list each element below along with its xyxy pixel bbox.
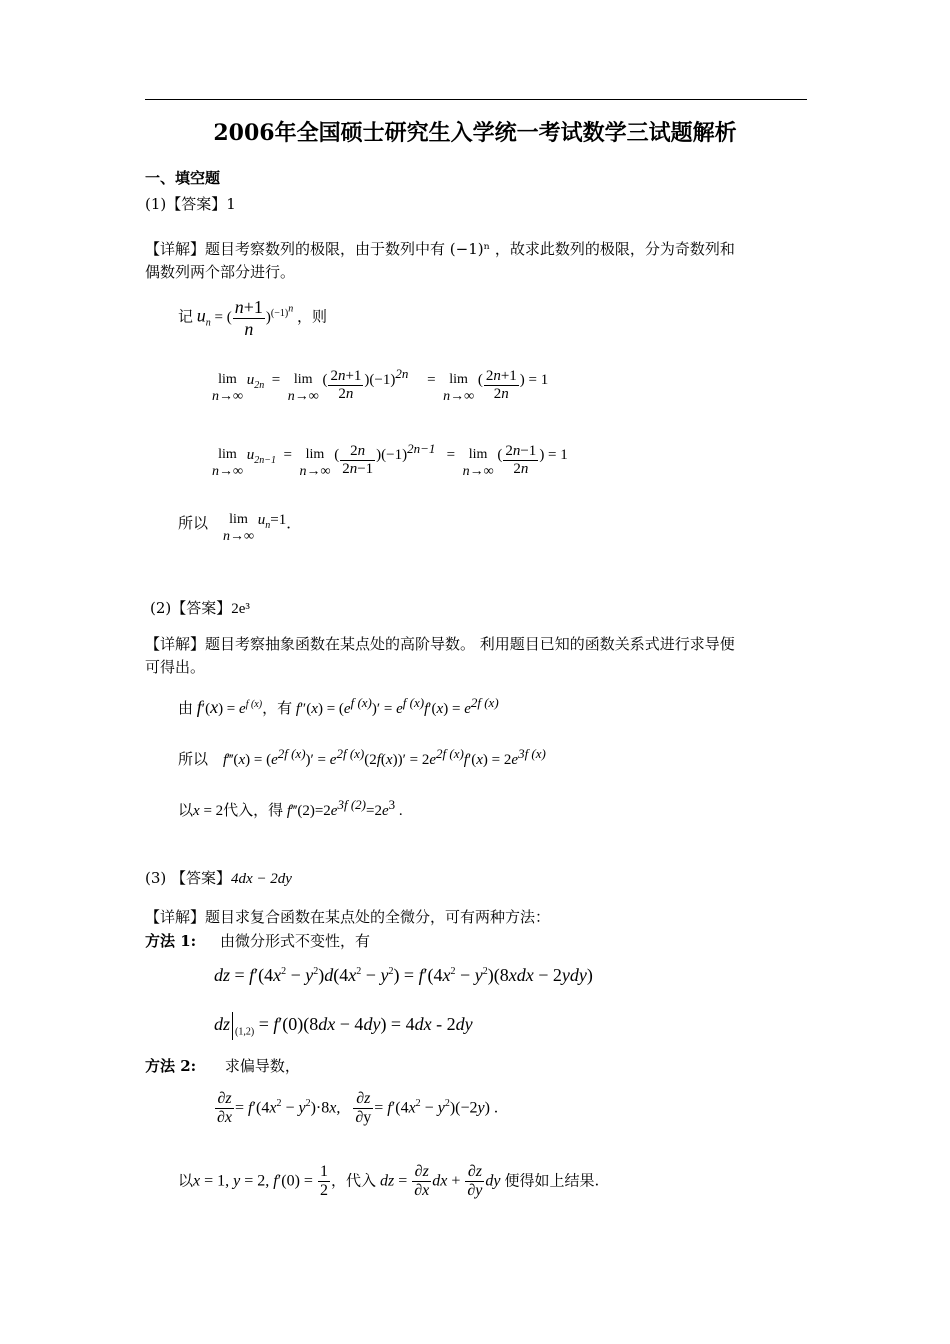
q1-answer: (1)【答案】1 bbox=[145, 195, 236, 213]
top-rule bbox=[145, 99, 807, 100]
page-title: 2006年全国硕士研究生入学统一考试数学三试题解析 bbox=[213, 120, 737, 146]
q1-definition: 记 $u_n$ = ( $\frac{n+1}{n}$ )$^{(-1)^n}$ ，则 bbox=[178, 297, 327, 339]
q3-method2: 方法 2: 求偏导数， bbox=[145, 1057, 300, 1075]
q3-partials: $\frac{\partial z}{\partial x}$ = $f'(4x^2 - y^2)\cdot 8x$, $\frac{\partial z}{\partial y}$ = $f'(4x^2 - y^2)(-2y)$ . bbox=[217, 1090, 498, 1127]
q2-answer-value: 2e³ bbox=[231, 601, 250, 617]
section-heading: 一、填空题 bbox=[145, 169, 221, 187]
q3-final: 以x = 1, y = 2, f′(0) = $\frac{1}{2}$ ，代入 dz = $\frac{\partial z}{\partial x}$ dx + $\frac{\partial z}{\partial y}$ dy 便得如上结果. bbox=[178, 1163, 600, 1200]
q1-detail-line2: 偶数列两个部分进行。 bbox=[145, 263, 296, 281]
q1-even-limit: lim n→∞ $u_{2n}$ = lim n→∞ ( $\frac{2n+1}{2n}$ )$(-1)^{2n}$ = lim n→∞ ( $\frac{2n+1}{2n}$ ) = 1 bbox=[212, 366, 549, 404]
q3-method1: 方法 1: 由微分形式不变性，有 bbox=[145, 932, 371, 950]
q2-line3: 以x = 2代入，得 $f‴(2)=2e^{3f (2)}=2e^3$ . bbox=[178, 797, 403, 819]
q3-answer: (3) 【答案】4dx − 2dy bbox=[145, 869, 292, 887]
q3-detail: 【详解】题目求复合函数在某点处的全微分，可有两种方法： bbox=[145, 908, 551, 926]
q3-method1-eq1: dz = $f'(4x^2 - y^2)d(4x^2 - y^2) = f'(4x^2 - y^2)(8xdx - 2ydy)$ bbox=[214, 965, 593, 985]
q2-answer: (2)【答案】2e³ bbox=[150, 599, 250, 617]
q1-detail-line1: 【详解】题目考察数列的极限，由于数列中有 (−1)ⁿ ，故求此数列的极限，分为奇数列和 bbox=[145, 240, 735, 258]
q2-line1: 由 $f'(x) = e^{f (x)}$，有 $f''(x) = (e^{f (x)})' = e^{f (x)}f'(x) = e^{2f (x)}$ bbox=[178, 695, 499, 717]
q3-method1-eq2: dz $_{(1,2)}$ = f′(0)(8dx − 4dy) = 4dx - 2dy bbox=[214, 1012, 473, 1040]
q1-conclusion: 所以 lim n→∞ $u_n=1$． bbox=[178, 512, 302, 544]
q2-line2: 所以 f‴(x) = $(e^{2f (x)})' = e^{2f (x)}(2f(x))' = 2e^{2f (x)}f'(x) = 2e^{3f (x)}$ bbox=[178, 746, 546, 768]
q2-detail-line2: 可得出。 bbox=[145, 658, 206, 676]
q2-detail-line1: 【详解】题目考察抽象函数在某点处的高阶导数。 利用题目已知的函数关系式进行求导便 bbox=[145, 635, 735, 653]
q1-odd-limit: lim n→∞ $u_{2n-1}$ = lim n→∞ ( $\frac{2n}{2n-1}$ )$(-1)^{2n-1}$ = lim n→∞ ( $\frac{2n-1}{2n}$ ) = 1 bbox=[212, 441, 568, 479]
q3-answer-value: 4dx − 2dy bbox=[231, 871, 292, 887]
